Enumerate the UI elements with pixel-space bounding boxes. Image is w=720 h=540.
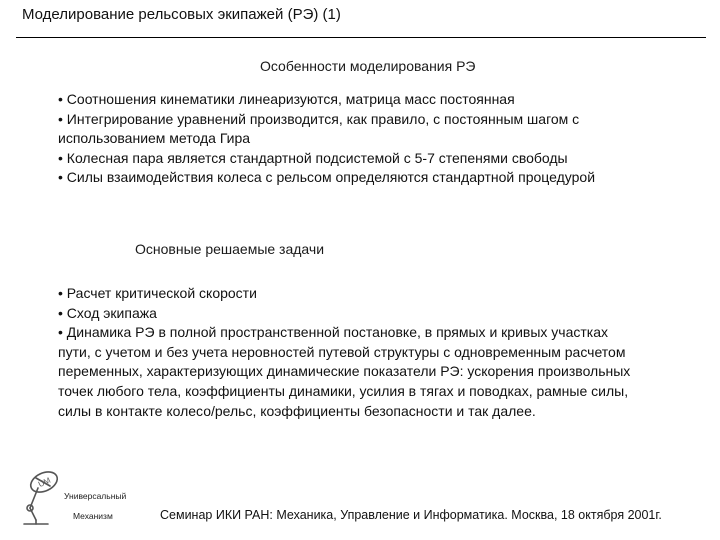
list-item: • Колесная пара является стандартной подсистемой с 5-7 степенями свободы (58, 149, 568, 166)
list-item: • Динамика РЭ в полной пространственной постановке, в прямых и кривых участках пути, с учетом и без учета неровностей путевой структуры с одновременным расчетом переменных, характеризующих динамические показатели РЭ: ускорения произвольных точек любого тела, коэффициенты динамики, усилия в тягах и поводках, рамные силы, силы в контакте колесо/рельс, коэффициенты безопасности и так далее. (58, 324, 631, 419)
universal-mechanism-logo-icon (18, 468, 66, 530)
list-item: • Сход экипажа (58, 304, 157, 321)
logo-caption-line2: Механизм (73, 511, 113, 521)
section-heading-tasks: Основные решаемые задачи (135, 241, 325, 257)
features-list (58, 90, 678, 188)
svg-text:UM: UM (36, 475, 52, 490)
title-divider (16, 37, 706, 38)
section-heading-features: Особенности моделирования РЭ (260, 58, 476, 74)
slide-title: Моделирование рельсовых экипажей (РЭ) (1) (22, 6, 341, 23)
list-item: • Расчет критической скорости (58, 285, 257, 301)
list-item: • Интегрирование уравнений производится, как правило, с постоянным шагом с использованием метода Гира (58, 110, 580, 147)
tasks-list (58, 284, 633, 421)
list-item: • Силы взаимодействия колеса с рельсом определяются стандартной процедурой (58, 169, 596, 186)
logo-caption-line1: Универсальный (64, 491, 127, 501)
footer-text: Семинар ИКИ РАН: Механика, Управление и Информатика. Москва, 18 октября 2001г. (160, 508, 662, 522)
list-item: • Соотношения кинематики линеаризуются, матрица масс постоянная (58, 91, 515, 107)
